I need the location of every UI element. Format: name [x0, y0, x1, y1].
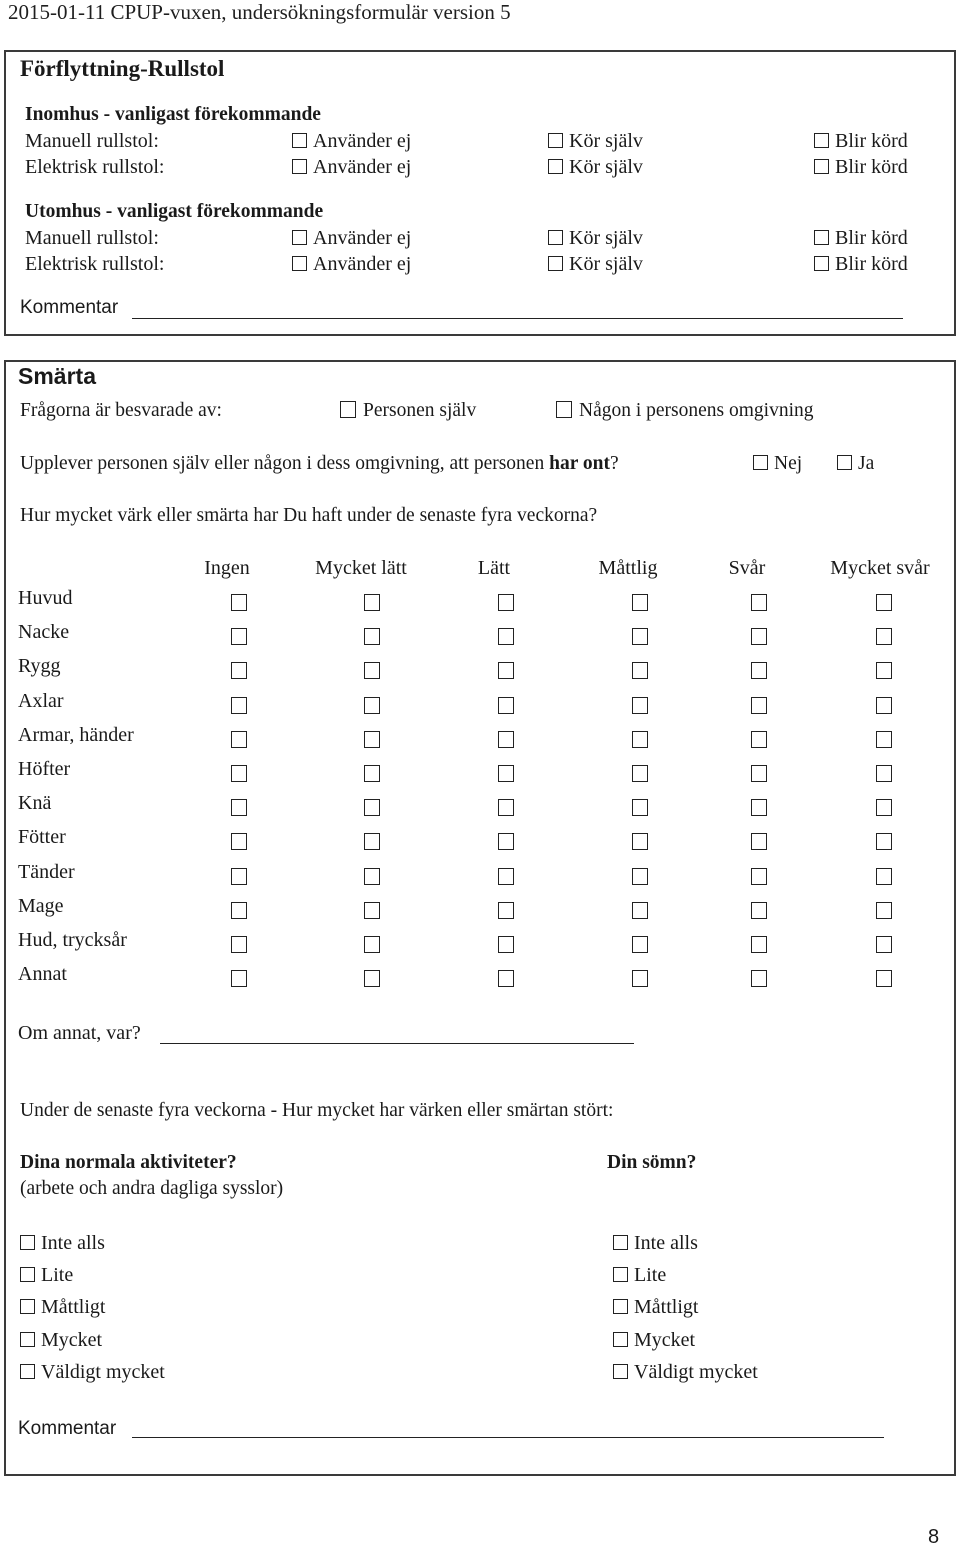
pain-level-checkbox[interactable] — [632, 662, 648, 679]
outdoor-electric-driven[interactable]: Blir körd — [814, 253, 908, 276]
checkbox-icon — [20, 1364, 35, 1379]
body-part-label: Nacke — [18, 621, 70, 644]
level-heading: Mycket svår — [830, 557, 930, 579]
pain-level-checkbox[interactable] — [498, 970, 514, 987]
pain-level-checkbox[interactable] — [498, 697, 514, 714]
indoor-manual-self[interactable]: Kör själv — [548, 130, 643, 153]
pain-level-checkbox[interactable] — [632, 765, 648, 782]
activities-option[interactable]: Inte alls — [20, 1232, 105, 1255]
pain-level-checkbox[interactable] — [876, 765, 892, 782]
answered-by-other[interactable]: Någon i personens omgivning — [556, 400, 814, 422]
pain-level-checkbox[interactable] — [231, 662, 247, 679]
document-header: 2015-01-11 CPUP-vuxen, undersökningsformulär version 5 — [8, 0, 511, 24]
answered-by-label: Frågorna är besvarade av: — [20, 400, 222, 421]
pain-level-checkbox[interactable] — [876, 731, 892, 748]
checkbox-icon — [292, 256, 307, 271]
pain-level-checkbox[interactable] — [876, 833, 892, 850]
pain-level-checkbox[interactable] — [231, 833, 247, 850]
pain-level-checkbox[interactable] — [751, 970, 767, 987]
body-part-label: Huvud — [18, 587, 73, 609]
pain-level-checkbox[interactable] — [632, 594, 648, 611]
pain-level-checkbox[interactable] — [632, 970, 648, 987]
pain-level-checkbox[interactable] — [751, 902, 767, 919]
pain-level-checkbox[interactable] — [751, 697, 767, 714]
body-part-label: Tänder — [18, 860, 75, 883]
has-pain-no[interactable]: Nej — [753, 453, 802, 475]
body-part-label: Fötter — [18, 826, 66, 849]
body-part-label: Armar, händer — [18, 723, 134, 746]
pain-level-checkbox[interactable] — [364, 799, 380, 816]
indoor-electric-driven[interactable]: Blir körd — [814, 156, 908, 179]
pain-level-checkbox[interactable] — [751, 731, 767, 748]
outdoor-title: Utomhus - vanligast förekommande — [25, 201, 324, 222]
level-heading: Mycket lätt — [315, 557, 407, 579]
sleep-title: Din sömn? — [607, 1152, 697, 1173]
checkbox-icon — [292, 230, 307, 245]
level-heading: Svår — [728, 557, 766, 579]
sleep-option[interactable]: Mycket — [613, 1329, 695, 1352]
pain-level-checkbox[interactable] — [498, 628, 514, 645]
pain-level-checkbox[interactable] — [632, 902, 648, 919]
interference-question: Under de senaste fyra veckorna - Hur mycket har värken eller smärtan stört: — [20, 1100, 614, 1121]
pain-level-checkbox[interactable] — [364, 697, 380, 714]
checkbox-icon — [814, 159, 829, 174]
answered-by-self[interactable]: Personen själv — [340, 400, 476, 422]
level-heading: Måttlig — [598, 557, 658, 579]
pain-level-checkbox[interactable] — [498, 936, 514, 953]
mobility-comment-label: Kommentar — [20, 297, 119, 318]
pain-level-checkbox[interactable] — [498, 799, 514, 816]
activities-option[interactable]: Måttligt — [20, 1296, 105, 1319]
pain-level-checkbox[interactable] — [364, 662, 380, 679]
checkbox-icon — [340, 401, 356, 418]
activities-option[interactable]: Väldigt mycket — [20, 1361, 165, 1384]
pain-level-checkbox[interactable] — [364, 902, 380, 919]
pain-level-checkbox[interactable] — [498, 765, 514, 782]
pain-level-checkbox[interactable] — [231, 628, 247, 645]
has-pain-yes[interactable]: Ja — [837, 453, 874, 475]
pain-level-checkbox[interactable] — [632, 731, 648, 748]
other-where-line[interactable] — [160, 1043, 634, 1044]
activities-title: Dina normala aktiviteter? — [20, 1152, 237, 1173]
pain-level-checkbox[interactable] — [751, 868, 767, 885]
pain-level-checkbox[interactable] — [876, 594, 892, 611]
mobility-section — [4, 50, 956, 336]
indoor-manual-label: Manuell rullstol: — [25, 130, 159, 152]
body-part-label: Axlar — [18, 689, 64, 712]
checkbox-icon — [753, 455, 768, 470]
outdoor-manual-self[interactable]: Kör själv — [548, 227, 643, 250]
pain-level-checkbox[interactable] — [231, 594, 247, 611]
page-number: 8 — [928, 1526, 940, 1546]
pain-level-checkbox[interactable] — [632, 628, 648, 645]
pain-level-checkbox[interactable] — [364, 731, 380, 748]
checkbox-icon — [548, 256, 563, 271]
pain-level-checkbox[interactable] — [364, 628, 380, 645]
pain-title: Smärta — [18, 363, 96, 389]
checkbox-icon — [556, 401, 572, 418]
body-part-label: Rygg — [18, 655, 61, 678]
checkbox-icon — [814, 133, 829, 148]
pain-level-checkbox[interactable] — [498, 868, 514, 885]
outdoor-electric-self[interactable]: Kör själv — [548, 253, 643, 276]
pain-level-checkbox[interactable] — [876, 902, 892, 919]
checkbox-icon — [292, 159, 307, 174]
body-part-label: Höfter — [18, 758, 71, 780]
pain-level-checkbox[interactable] — [632, 868, 648, 885]
pain-level-checkbox[interactable] — [364, 594, 380, 611]
pain-level-checkbox[interactable] — [876, 628, 892, 645]
outdoor-electric-not-used[interactable]: Använder ej — [292, 253, 411, 276]
pain-level-checkbox[interactable] — [498, 662, 514, 679]
pain-level-checkbox[interactable] — [364, 868, 380, 885]
pain-level-checkbox[interactable] — [498, 594, 514, 611]
sleep-option[interactable]: Väldigt mycket — [613, 1361, 758, 1384]
pain-level-checkbox[interactable] — [876, 868, 892, 885]
checkbox-icon — [20, 1267, 35, 1282]
outdoor-electric-label: Elektrisk rullstol: — [25, 253, 165, 275]
indoor-title: Inomhus - vanligast förekommande — [25, 104, 321, 125]
indoor-electric-self[interactable]: Kör själv — [548, 156, 643, 179]
sleep-option[interactable]: Lite — [613, 1264, 666, 1287]
activities-option[interactable]: Mycket — [20, 1329, 102, 1352]
checkbox-icon — [292, 133, 307, 148]
pain-level-checkbox[interactable] — [751, 799, 767, 816]
level-heading: Lätt — [477, 557, 511, 579]
mobility-title: Förflyttning-Rullstol — [20, 56, 225, 81]
pain-level-checkbox[interactable] — [231, 868, 247, 885]
pain-level-checkbox[interactable] — [231, 936, 247, 953]
sleep-option[interactable]: Inte alls — [613, 1232, 698, 1255]
body-part-label: Annat — [18, 963, 67, 986]
pain-level-checkbox[interactable] — [231, 765, 247, 782]
mobility-comment-line[interactable] — [132, 318, 903, 319]
pain-level-checkbox[interactable] — [751, 628, 767, 645]
pain-level-checkbox[interactable] — [498, 833, 514, 850]
pain-level-checkbox[interactable] — [364, 765, 380, 782]
checkbox-icon — [20, 1332, 35, 1347]
body-part-label: Mage — [18, 894, 64, 917]
pain-level-checkbox[interactable] — [231, 970, 247, 987]
pain-comment-line[interactable] — [132, 1437, 884, 1438]
indoor-manual-not-used[interactable]: Använder ej — [292, 130, 411, 153]
checkbox-icon — [613, 1332, 628, 1347]
checkbox-icon — [613, 1299, 628, 1314]
checkbox-icon — [20, 1235, 35, 1250]
outdoor-manual-driven[interactable]: Blir körd — [814, 227, 908, 250]
pain-level-checkbox[interactable] — [751, 833, 767, 850]
pain-level-checkbox[interactable] — [632, 697, 648, 714]
checkbox-icon — [613, 1267, 628, 1282]
other-where-label: Om annat, var? — [18, 1022, 141, 1044]
pain-level-checkbox[interactable] — [876, 697, 892, 714]
indoor-electric-not-used[interactable]: Använder ej — [292, 156, 411, 179]
checkbox-icon — [814, 230, 829, 245]
checkbox-icon — [613, 1235, 628, 1250]
pain-level-checkbox[interactable] — [751, 594, 767, 611]
checkbox-icon — [837, 455, 852, 470]
checkbox-icon — [814, 256, 829, 271]
pain-level-checkbox[interactable] — [876, 970, 892, 987]
activities-option[interactable]: Lite — [20, 1264, 73, 1287]
pain-level-checkbox[interactable] — [231, 799, 247, 816]
pain-level-checkbox[interactable] — [364, 936, 380, 953]
pain-level-checkbox[interactable] — [632, 833, 648, 850]
pain-level-checkbox[interactable] — [364, 970, 380, 987]
pain-level-checkbox[interactable] — [632, 936, 648, 953]
body-part-label: Hud, trycksår — [18, 929, 127, 951]
indoor-manual-driven[interactable]: Blir körd — [814, 130, 908, 153]
pain-level-checkbox[interactable] — [364, 833, 380, 850]
how-much-question: Hur mycket värk eller smärta har Du haft under de senaste fyra veckorna? — [20, 505, 598, 526]
pain-level-checkbox[interactable] — [876, 799, 892, 816]
pain-level-checkbox[interactable] — [751, 936, 767, 953]
pain-level-checkbox[interactable] — [231, 731, 247, 748]
pain-comment-label: Kommentar — [18, 1418, 117, 1439]
level-heading: Ingen — [204, 557, 250, 579]
outdoor-manual-label: Manuell rullstol: — [25, 227, 159, 249]
pain-level-checkbox[interactable] — [876, 936, 892, 953]
pain-level-checkbox[interactable] — [231, 697, 247, 714]
pain-level-checkbox[interactable] — [751, 765, 767, 782]
checkbox-icon — [548, 230, 563, 245]
checkbox-icon — [548, 133, 563, 148]
checkbox-icon — [548, 159, 563, 174]
has-pain-question: Upplever personen själv eller någon i dess omgivning, att personen har ont? — [20, 453, 619, 474]
pain-level-checkbox[interactable] — [498, 902, 514, 919]
checkbox-icon — [20, 1299, 35, 1314]
sleep-option[interactable]: Måttligt — [613, 1296, 698, 1319]
activities-subtitle: (arbete och andra dagliga sysslor) — [20, 1178, 284, 1199]
pain-level-checkbox[interactable] — [632, 799, 648, 816]
body-part-label: Knä — [18, 792, 52, 815]
pain-level-checkbox[interactable] — [231, 902, 247, 919]
pain-level-checkbox[interactable] — [876, 662, 892, 679]
pain-level-checkbox[interactable] — [498, 731, 514, 748]
outdoor-manual-not-used[interactable]: Använder ej — [292, 227, 411, 250]
indoor-electric-label: Elektrisk rullstol: — [25, 156, 165, 178]
pain-section — [4, 360, 956, 1476]
checkbox-icon — [613, 1364, 628, 1379]
pain-level-checkbox[interactable] — [751, 662, 767, 679]
